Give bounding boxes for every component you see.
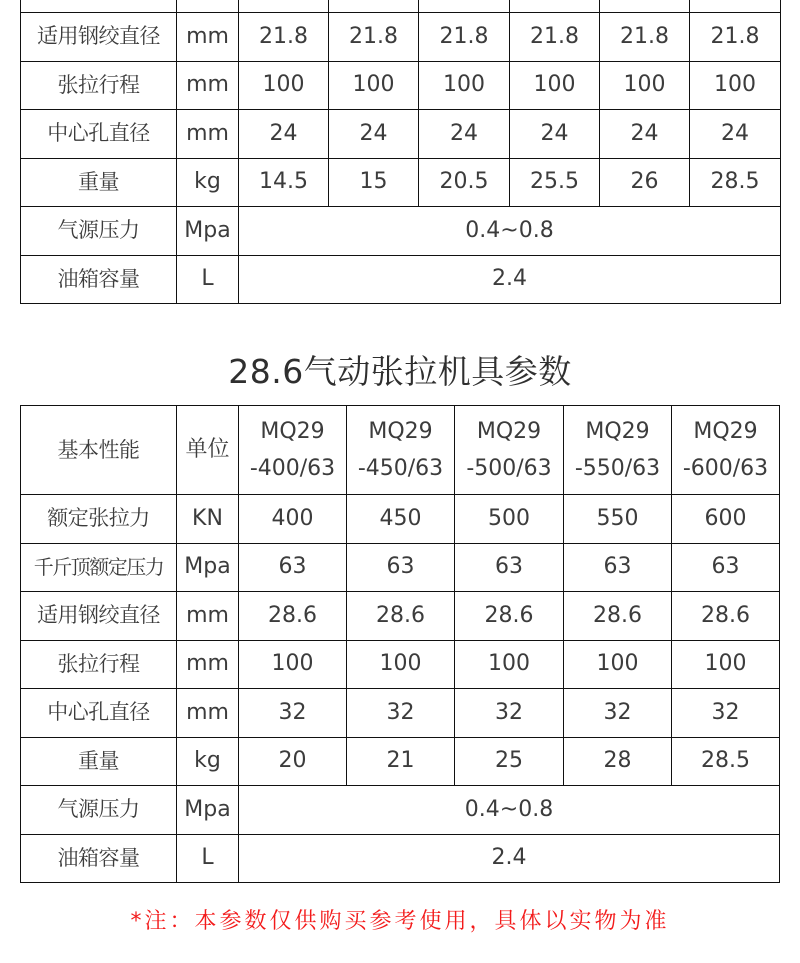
cell-value: 21.8 xyxy=(419,13,510,62)
header-model: MQ29 -550/63 xyxy=(564,406,672,495)
cell-value: 32 xyxy=(564,689,672,738)
table-row xyxy=(21,495,780,544)
row-label: 张拉行程 xyxy=(21,640,177,689)
row-label: 中心孔直径 xyxy=(21,689,177,738)
cell-value: 32 xyxy=(239,689,347,738)
row-unit: mm xyxy=(177,640,239,689)
cell-value: 14.5 xyxy=(239,158,329,207)
cell-value: 21.8 xyxy=(510,13,600,62)
section-title: 28.6气动张拉机具参数 xyxy=(228,352,572,391)
row-label: 千斤顶额定压力 xyxy=(21,543,177,592)
header-label: 基本性能 xyxy=(21,406,177,495)
header-model: MQ29 -450/63 xyxy=(347,406,455,495)
cell-value: 63 xyxy=(672,543,780,592)
table-row xyxy=(21,110,781,159)
cell-value: 100 xyxy=(564,640,672,689)
table-header-row xyxy=(21,406,780,495)
disclaimer-note: *注：本参数仅供购买参考使用，具体以实物为准 xyxy=(130,909,670,934)
cell-value: 24 xyxy=(600,110,690,159)
row-unit: Mpa xyxy=(177,207,239,256)
header-model: MQ29 -500/63 xyxy=(455,406,564,495)
cell-value: 24 xyxy=(419,110,510,159)
row-label: 气源压力 xyxy=(21,207,177,256)
cell-value: 24 xyxy=(690,110,781,159)
cell-value: 100 xyxy=(239,640,347,689)
row-unit: kg xyxy=(177,158,239,207)
cell-value: 24 xyxy=(510,110,600,159)
cell-value: 20 xyxy=(239,737,347,786)
cell-value: 550 xyxy=(564,495,672,544)
cell-value: 63 xyxy=(564,543,672,592)
cell-value: 100 xyxy=(672,640,780,689)
row-unit: Mpa xyxy=(177,543,239,592)
table-row xyxy=(21,543,780,592)
row-unit: L xyxy=(177,255,239,304)
table-row xyxy=(21,592,780,641)
cell-value: 15 xyxy=(329,158,419,207)
table-row xyxy=(21,207,781,256)
cell-value: 400 xyxy=(239,495,347,544)
cell-value: 63 xyxy=(455,543,564,592)
table-row xyxy=(21,689,780,738)
cell-value: 26 xyxy=(600,158,690,207)
table-row xyxy=(21,61,781,110)
cell-value: 24 xyxy=(329,110,419,159)
row-unit: KN xyxy=(177,495,239,544)
cell-value: 21.8 xyxy=(690,13,781,62)
cell-value: 100 xyxy=(600,61,690,110)
table-row xyxy=(21,13,781,62)
row-label: 重量 xyxy=(21,737,177,786)
row-label: 重量 xyxy=(21,158,177,207)
cell-value: 100 xyxy=(690,61,781,110)
row-label: 张拉行程 xyxy=(21,61,177,110)
cell-value: 28.6 xyxy=(347,592,455,641)
row-label: 油箱容量 xyxy=(21,834,177,883)
cell-value: 63 xyxy=(347,543,455,592)
cell-value: 100 xyxy=(329,61,419,110)
row-label: 额定张拉力 xyxy=(21,495,177,544)
merged-value: 2.4 xyxy=(239,834,780,883)
row-label: 适用钢绞直径 xyxy=(21,592,177,641)
cell-value: 28.6 xyxy=(239,592,347,641)
table-row xyxy=(21,834,780,883)
cell-value: 28.6 xyxy=(564,592,672,641)
row-unit: mm xyxy=(177,110,239,159)
merged-value: 0.4~0.8 xyxy=(239,207,781,256)
header-model: MQ29 -600/63 xyxy=(672,406,780,495)
cell-value: 63 xyxy=(239,543,347,592)
table-row xyxy=(21,786,780,835)
row-label: 中心孔直径 xyxy=(21,110,177,159)
cell-value: 21 xyxy=(347,737,455,786)
table-row xyxy=(21,640,780,689)
cell-value: 28.5 xyxy=(690,158,781,207)
cell-value: 28.6 xyxy=(455,592,564,641)
cell-value: 21.8 xyxy=(239,13,329,62)
cell-value: 25 xyxy=(455,737,564,786)
cell-value: 100 xyxy=(510,61,600,110)
cell-value: 500 xyxy=(455,495,564,544)
cell-value: 21.8 xyxy=(600,13,690,62)
table-row xyxy=(21,255,781,304)
row-unit: mm xyxy=(177,689,239,738)
row-label: 适用钢绞直径 xyxy=(21,13,177,62)
cell-value: 28.5 xyxy=(672,737,780,786)
header-unit: 单位 xyxy=(177,406,239,495)
cell-value: 28.6 xyxy=(672,592,780,641)
cell-value: 100 xyxy=(455,640,564,689)
cell-value: 32 xyxy=(672,689,780,738)
merged-value: 2.4 xyxy=(239,255,781,304)
cell-value: 25.5 xyxy=(510,158,600,207)
cell-value: 28 xyxy=(564,737,672,786)
cell-value: 32 xyxy=(455,689,564,738)
table-row-partial xyxy=(21,0,781,13)
row-unit: L xyxy=(177,834,239,883)
row-unit: mm xyxy=(177,13,239,62)
cell-value: 600 xyxy=(672,495,780,544)
cell-value: 21.8 xyxy=(329,13,419,62)
row-label: 气源压力 xyxy=(21,786,177,835)
row-unit: kg xyxy=(177,737,239,786)
table-row xyxy=(21,158,781,207)
row-label: 油箱容量 xyxy=(21,255,177,304)
spec-table-28-6 xyxy=(20,405,780,883)
merged-value: 0.4~0.8 xyxy=(239,786,780,835)
cell-value: 100 xyxy=(347,640,455,689)
cell-value: 100 xyxy=(239,61,329,110)
row-unit: mm xyxy=(177,592,239,641)
row-unit: mm xyxy=(177,61,239,110)
cell-value: 450 xyxy=(347,495,455,544)
cell-value: 20.5 xyxy=(419,158,510,207)
cell-value: 100 xyxy=(419,61,510,110)
header-model: MQ29 -400/63 xyxy=(239,406,347,495)
cell-value: 24 xyxy=(239,110,329,159)
spec-table-21-8 xyxy=(20,0,781,304)
cell-value: 32 xyxy=(347,689,455,738)
row-unit: Mpa xyxy=(177,786,239,835)
table-row xyxy=(21,737,780,786)
